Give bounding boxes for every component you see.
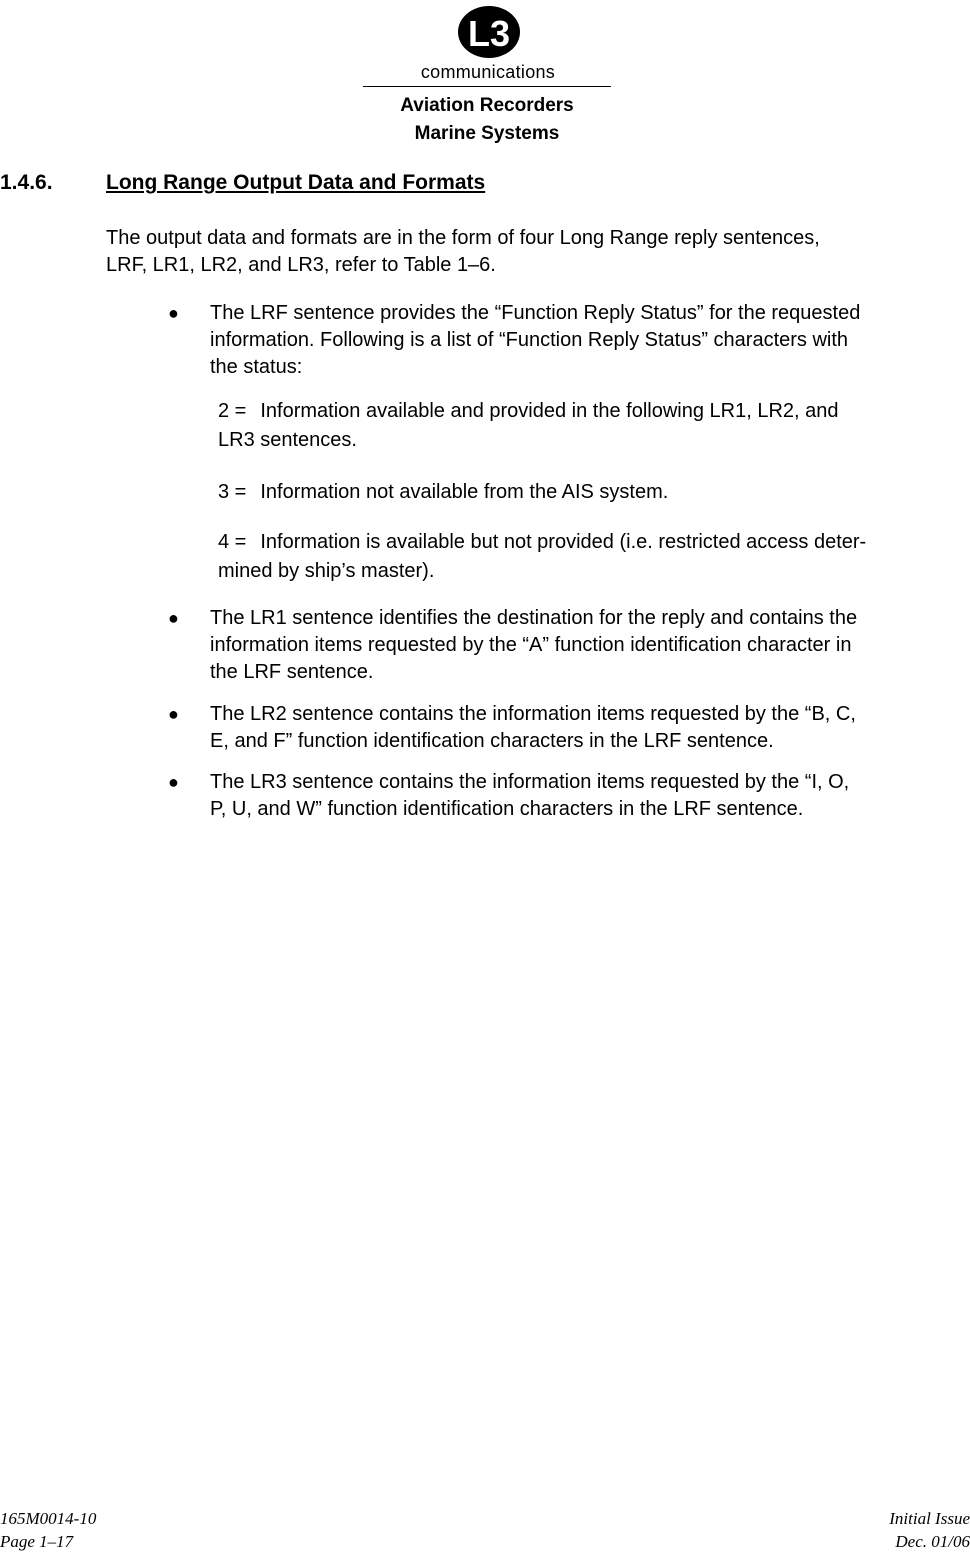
intro-line-2: LRF, LR1, LR2, and LR3, refer to Table 1–6. [106,254,496,276]
footer-issue: Initial Issue [889,1509,970,1528]
bullet-icon: ● [168,772,179,792]
logo-mark-text: L3 [467,13,511,54]
bullet-line: P, U, and W” function identification characters in the LRF sentence. [210,798,804,820]
status-code-text: Information is available but not provided (i.e. restricted access deter- [260,531,867,553]
footer-left [0,1507,96,1553]
bullet-line: The LRF sentence provides the “Function Reply Status” for the requested [210,302,861,324]
section-title: Long Range Output Data and Formats [106,171,486,194]
status-code-text-cont: mined by ship’s master). [218,560,435,582]
status-code-2 [218,397,968,455]
footer-right [889,1507,970,1553]
status-code-text: Information available and provided in the following LR1, LR2, and [260,400,839,422]
bullet-icon: ● [168,303,179,323]
bullet-line: The LR2 sentence contains the information items requested by the “B, C, [210,703,856,725]
bullet-line: The LR1 sentence identifies the destination for the reply and contains the [210,607,858,629]
intro-paragraph [106,225,956,279]
status-code-text: Information not available from the AIS system. [260,481,669,503]
bullet-line: information items requested by the “A” function identification character in [210,634,852,656]
section-number: 1.4.6. [0,171,53,194]
bullet-line: E, and F” function identification characters in the LRF sentence. [210,730,774,752]
bullet-line: information. Following is a list of “Function Reply Status” characters with [210,329,849,351]
bullet-icon: ● [168,704,179,724]
bullet-line: the LRF sentence. [210,661,374,683]
bullet-item-lr1 [210,605,970,686]
intro-line-1: The output data and formats are in the form of four Long Range reply sentences, [106,227,820,249]
status-code-text-cont: LR3 sentences. [218,429,357,451]
footer-date: Dec. 01/06 [895,1532,970,1551]
division-line-2: Marine Systems [414,123,560,144]
bullet-line: The LR3 sentence contains the information items requested by the “I, O, [210,771,850,793]
status-code-label: 3 = [218,481,247,503]
logo-divider [363,86,611,87]
l3-logo-badge [457,5,521,59]
bullet-icon: ● [168,608,179,628]
footer-doc-number: 165M0014-10 [0,1509,97,1528]
bullet-line: the status: [210,356,303,378]
status-code-4 [218,528,968,586]
bullet-item-lrf [210,300,970,381]
footer-page-number: Page 1–17 [0,1532,74,1551]
status-code-3 [218,478,968,507]
logo-wordmark: communications [420,62,556,82]
status-code-label: 4 = [218,531,247,553]
bullet-item-lr3 [210,769,970,823]
division-line-1: Aviation Recorders [400,95,574,116]
status-code-label: 2 = [218,400,247,422]
bullet-item-lr2 [210,701,970,755]
